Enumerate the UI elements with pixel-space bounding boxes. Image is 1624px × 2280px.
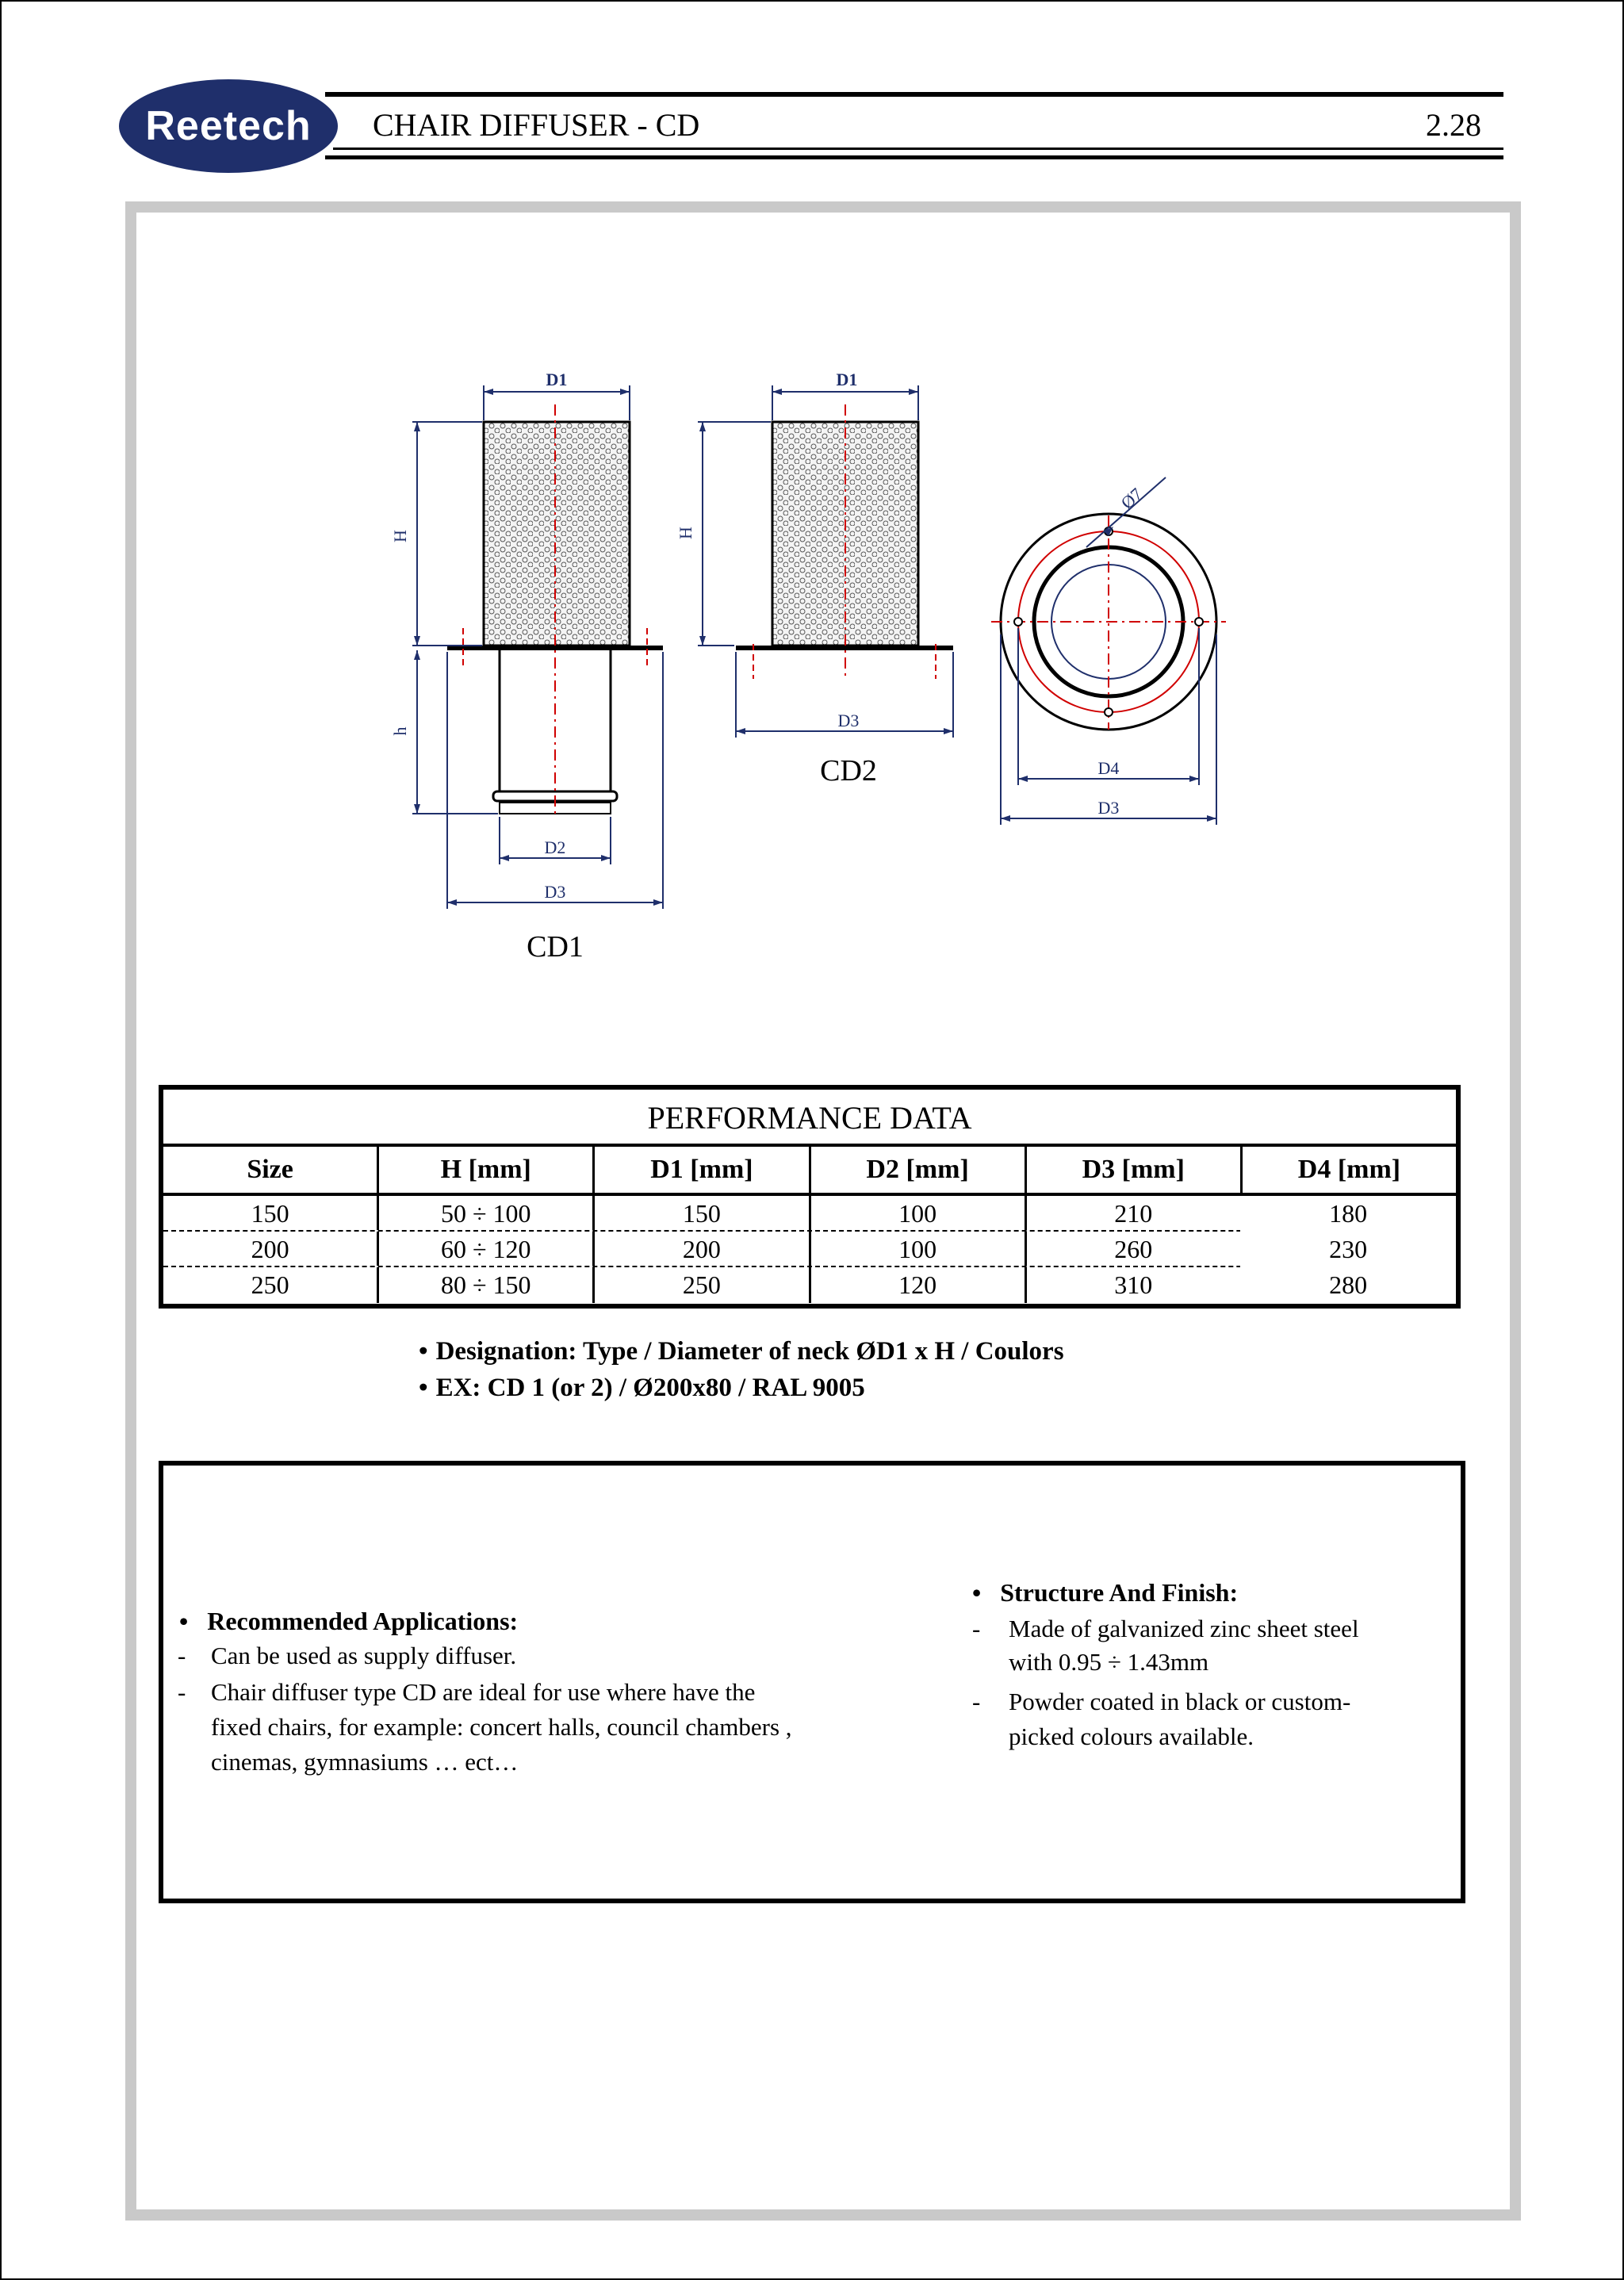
cell-d3: 210 bbox=[1027, 1196, 1243, 1230]
performance-table bbox=[159, 1085, 1461, 1309]
structure-item-1-line-1: Made of galvanized zinc sheet steel bbox=[1009, 1615, 1359, 1642]
structure-heading bbox=[972, 1575, 1238, 1610]
cd2-d1-label: D1 bbox=[836, 370, 858, 389]
designation-line bbox=[419, 1334, 1064, 1369]
info-box bbox=[159, 1461, 1465, 1903]
performance-table-body bbox=[163, 1196, 1456, 1304]
cell-h: 50 ÷ 100 bbox=[379, 1196, 595, 1230]
structure-dash: - bbox=[972, 1688, 981, 1715]
cell-d4: 230 bbox=[1329, 1235, 1368, 1263]
cell-d1: 250 bbox=[595, 1267, 810, 1303]
applications-dash: - bbox=[178, 1642, 186, 1669]
top-view-hole-label: Ø7 bbox=[1116, 484, 1147, 513]
structure-heading-text: Structure And Finish: bbox=[1000, 1578, 1239, 1607]
cell-d3: 310 bbox=[1027, 1267, 1243, 1303]
cell-d4: 280 bbox=[1329, 1270, 1368, 1299]
structure-item-2-line-1: Powder coated in black or custom- bbox=[1009, 1688, 1351, 1715]
structure-item-2-line-2: picked colours available. bbox=[1009, 1722, 1254, 1750]
bullet-icon: • bbox=[179, 1607, 189, 1635]
cd1-caption: CD1 bbox=[527, 930, 584, 964]
column-header-d2: D2 [mm] bbox=[811, 1147, 1027, 1193]
bullet-icon: • bbox=[972, 1578, 982, 1607]
cell-d3: 260 bbox=[1027, 1232, 1243, 1266]
applications-heading bbox=[179, 1604, 518, 1638]
bullet-icon: • bbox=[419, 1374, 428, 1402]
cell-size: 200 bbox=[163, 1232, 379, 1266]
bullet-icon: • bbox=[419, 1337, 428, 1366]
cell-d2: 100 bbox=[811, 1232, 1027, 1266]
cd1-drawing bbox=[390, 370, 663, 964]
logo-text: Reetech bbox=[145, 103, 312, 149]
page-number: 2.28 bbox=[1426, 107, 1481, 143]
structure-dash: - bbox=[972, 1615, 981, 1642]
technical-drawing bbox=[0, 0, 1624, 1031]
column-header-d3: D3 [mm] bbox=[1027, 1147, 1243, 1193]
cd1-h-upper-label: H bbox=[390, 530, 410, 542]
top-view-drawing bbox=[991, 477, 1226, 825]
structure-item-1-line-2: with 0.95 ÷ 1.43mm bbox=[1009, 1648, 1209, 1676]
d4-column bbox=[1240, 1196, 1456, 1304]
column-header-d1: D1 [mm] bbox=[595, 1147, 810, 1193]
column-header-d4: D4 [mm] bbox=[1297, 1155, 1401, 1184]
top-view-d4-label: D4 bbox=[1097, 758, 1120, 778]
cd1-h-lower-label: h bbox=[390, 726, 410, 736]
applications-item-2-line-3: cinemas, gymnasiums … ect… bbox=[211, 1748, 519, 1776]
designation-example-text: EX: CD 1 (or 2) / Ø200x80 / RAL 9005 bbox=[435, 1374, 865, 1402]
applications-heading-text: Recommended Applications: bbox=[207, 1607, 519, 1635]
designation-text: Designation: Type / Diameter of neck ØD1 x H / Coulors bbox=[435, 1337, 1064, 1366]
cd1-d1-label: D1 bbox=[546, 370, 568, 389]
cd2-h-label: H bbox=[676, 527, 695, 539]
applications-item-1: Can be used as supply diffuser. bbox=[211, 1642, 517, 1669]
cd1-d2-label: D2 bbox=[544, 837, 566, 857]
cell-d1: 150 bbox=[595, 1196, 810, 1230]
cell-size: 150 bbox=[163, 1196, 379, 1230]
applications-dash: - bbox=[178, 1678, 186, 1706]
performance-table-title: PERFORMANCE DATA bbox=[163, 1090, 1456, 1147]
cell-d2: 100 bbox=[811, 1196, 1027, 1230]
cell-d1: 200 bbox=[595, 1232, 810, 1266]
cell-size: 250 bbox=[163, 1267, 379, 1303]
designation-example-line bbox=[419, 1370, 865, 1405]
top-view-d3-label: D3 bbox=[1097, 798, 1120, 818]
cell-h: 80 ÷ 150 bbox=[379, 1267, 595, 1303]
cd2-d3-label: D3 bbox=[837, 711, 860, 730]
cell-d2: 120 bbox=[811, 1267, 1027, 1303]
cell-h: 60 ÷ 120 bbox=[379, 1232, 595, 1266]
cd2-drawing bbox=[676, 370, 953, 787]
performance-table-header bbox=[163, 1147, 1456, 1196]
cd2-caption: CD2 bbox=[820, 754, 877, 787]
column-header-h: H [mm] bbox=[379, 1147, 595, 1193]
cell-d4: 180 bbox=[1329, 1199, 1368, 1228]
applications-item-2-line-1: Chair diffuser type CD are ideal for use where have the bbox=[211, 1678, 756, 1706]
page-title: CHAIR DIFFUSER - CD bbox=[373, 107, 700, 143]
cd1-d3-label: D3 bbox=[544, 882, 566, 902]
column-header-size: Size bbox=[163, 1147, 379, 1193]
applications-item-2-line-2: fixed chairs, for example: concert halls, council chambers , bbox=[211, 1713, 792, 1741]
